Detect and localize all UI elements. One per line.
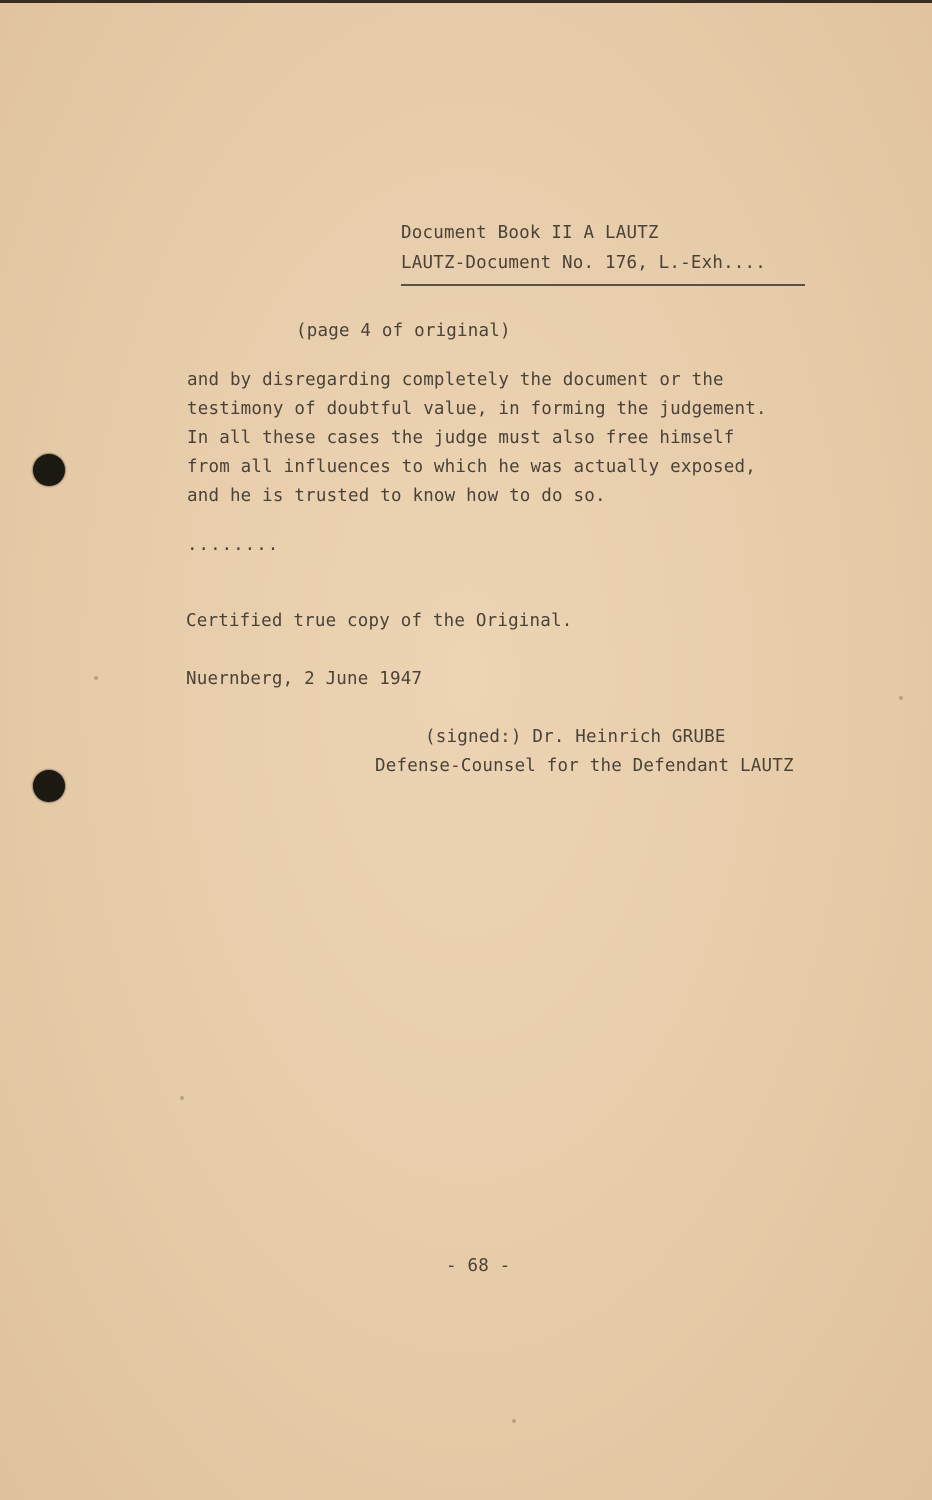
body-text-line: testimony of doubtful value, in forming the judgement.	[187, 399, 767, 419]
signature-line: (signed:) Dr. Heinrich GRUBE	[425, 727, 726, 747]
omission-ellipsis: ........	[187, 535, 280, 555]
body-text-line: and he is trusted to know how to do so.	[187, 486, 606, 506]
document-number-header: LAUTZ-Document No. 176, L.-Exh....	[401, 253, 767, 273]
punch-hole-icon	[33, 454, 65, 486]
header-underline	[401, 284, 805, 286]
paper-speck	[899, 696, 903, 700]
page-reference: (page 4 of original)	[296, 321, 511, 341]
certification-statement: Certified true copy of the Original.	[186, 611, 573, 631]
body-text-line: In all these cases the judge must also free himself	[187, 428, 735, 448]
counsel-role: Defense-Counsel for the Defendant LAUTZ	[375, 756, 794, 776]
punch-hole-icon	[33, 770, 65, 802]
paper-speck	[512, 1419, 516, 1423]
paper-speck	[94, 676, 98, 680]
paper-speck	[180, 1096, 184, 1100]
place-and-date: Nuernberg, 2 June 1947	[186, 669, 423, 689]
document-book-header: Document Book II A LAUTZ	[401, 223, 659, 243]
body-text-line: from all influences to which he was actually exposed,	[187, 457, 757, 477]
body-text-line: and by disregarding completely the document or the	[187, 370, 724, 390]
page-number: - 68 -	[446, 1256, 511, 1276]
